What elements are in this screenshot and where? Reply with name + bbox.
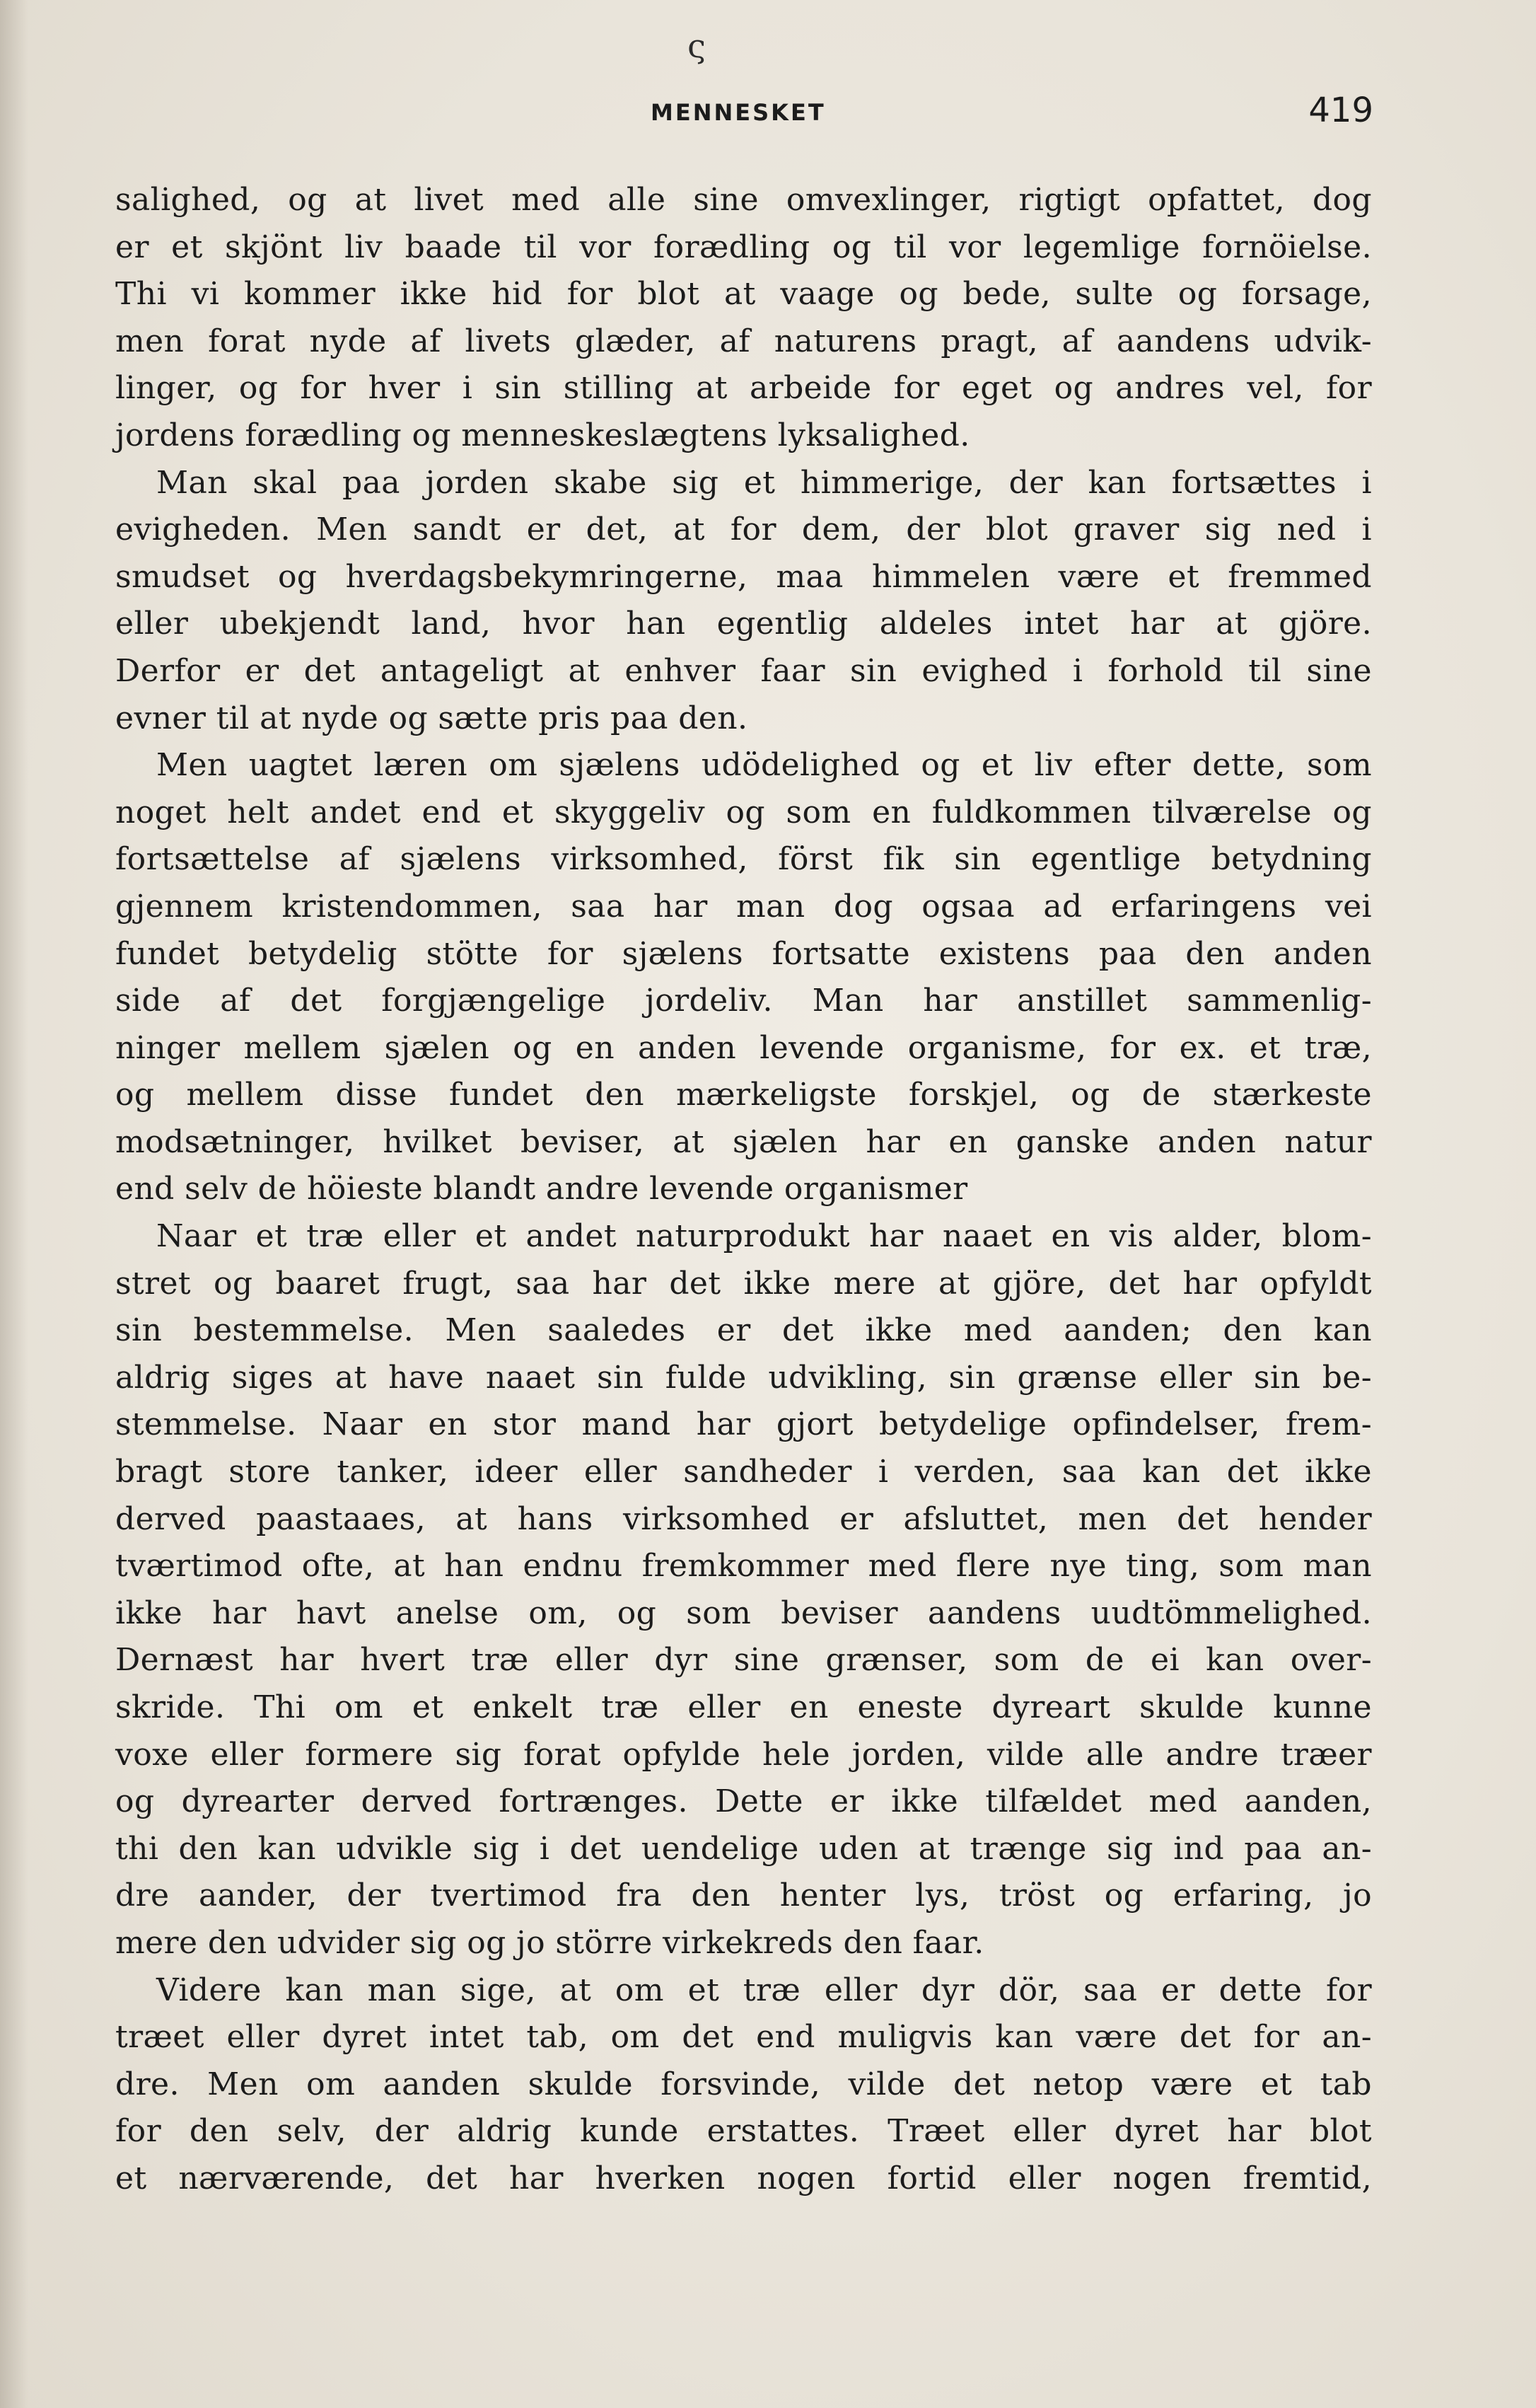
text-line: fortsættelse af sjælens virksomhed, först fik sin egentlige betydning: [115, 841, 1372, 878]
text-line: skride. Thi om et enkelt træ eller en eneste dyreart skulde kunne: [115, 1689, 1372, 1725]
text-line: smudset og hverdagsbekymringerne, maa himmelen være et fremmed: [115, 558, 1372, 595]
page-number: 419: [1308, 91, 1373, 130]
text-line: og dyrearter derved fortrænges. Dette er ikke tilfældet med aanden,: [115, 1783, 1372, 1820]
text-line: aldrig siges at have naaet sin fulde udvikling, sin grænse eller sin be-: [115, 1359, 1372, 1396]
text-line: Man skal paa jorden skabe sig et himmerige, der kan fortsættes i: [156, 464, 1372, 501]
text-line: evner til at nyde og sætte pris paa den.: [115, 700, 748, 736]
body-text: [115, 177, 1372, 2203]
text-line: Thi vi kommer ikke hid for blot at vaage og bede, sulte og forsage,: [115, 276, 1372, 313]
gutter-shadow: [0, 0, 28, 2408]
text-line: sin bestemmelse. Men saaledes er det ikke med aanden; den kan: [115, 1312, 1372, 1349]
text-line: Naar et træ eller et andet naturprodukt har naaet en vis alder, blom-: [156, 1218, 1372, 1255]
text-line: bragt store tanker, ideer eller sandheder i verden, saa kan det ikke: [115, 1454, 1372, 1490]
text-line: tværtimod ofte, at han endnu fremkommer med flere nye ting, som man: [115, 1548, 1372, 1585]
text-line: stret og baaret frugt, saa har det ikke mere at gjöre, det har opfyldt: [115, 1265, 1372, 1302]
text-line: noget helt andet end et skyggeliv og som en fuldkommen tilværelse og: [115, 794, 1372, 830]
text-line: thi den kan udvikle sig i det uendelige uden at trænge sig ind paa an-: [115, 1830, 1372, 1867]
text-line: ninger mellem sjælen og en anden levende organisme, for ex. et træ,: [115, 1029, 1372, 1066]
printer-mark: ς: [687, 27, 706, 65]
text-line: evigheden. Men sandt er det, at for dem, der blot graver sig ned i: [115, 511, 1372, 548]
text-line: et nærværende, det har hverken nogen fortid eller nogen fremtid,: [115, 2160, 1372, 2196]
text-line: for den selv, der aldrig kunde erstattes. Træet eller dyret har blot: [115, 2113, 1372, 2150]
text-line: modsætninger, hvilket beviser, at sjælen har en ganske anden natur: [115, 1123, 1372, 1160]
running-head: MENNESKET: [651, 99, 826, 126]
text-line: dre aander, der tvertimod fra den henter lys, tröst og erfaring, jo: [115, 1877, 1372, 1914]
text-line: stemmelse. Naar en stor mand har gjort betydelige opfindelser, frem-: [115, 1406, 1372, 1443]
text-line: træet eller dyret intet tab, om det end muligvis kan være det for an-: [115, 2019, 1372, 2056]
text-line: men forat nyde af livets glæder, af naturens pragt, af aandens udvik-: [115, 323, 1372, 359]
text-line: voxe eller formere sig forat opfylde hele jorden, vilde alle andre træer: [115, 1736, 1372, 1773]
text-line: jordens forædling og menneskeslægtens lyksalighed.: [115, 417, 970, 453]
text-line: fundet betydelig stötte for sjælens fortsatte existens paa den anden: [115, 935, 1372, 972]
text-line: salighed, og at livet med alle sine omvexlinger, rigtigt opfattet, dog: [115, 182, 1372, 218]
text-line: Videre kan man sige, at om et træ eller dyr dör, saa er dette for: [156, 1972, 1372, 2008]
text-line: linger, og for hver i sin stilling at arbeide for eget og andres vel, for: [115, 370, 1372, 407]
text-line: derved paastaaes, at hans virksomhed er afsluttet, men det hender: [115, 1500, 1372, 1537]
text-line: mere den udvider sig og jo större virkekreds den faar.: [115, 1924, 984, 1961]
text-line: Derfor er det antageligt at enhver faar sin evighed i forhold til sine: [115, 652, 1372, 689]
text-line: gjennem kristendommen, saa har man dog ogsaa ad erfaringens vei: [115, 888, 1372, 925]
text-line: er et skjönt liv baade til vor forædling og til vor legemlige fornöielse.: [115, 228, 1372, 265]
text-line: og mellem disse fundet den mærkeligste forskjel, og de stærkeste: [115, 1077, 1372, 1113]
text-line: end selv de höieste blandt andre levende organismer: [115, 1171, 968, 1208]
text-line: eller ubekjendt land, hvor han egentlig aldeles intet har at gjöre.: [115, 606, 1372, 642]
text-line: Dernæst har hvert træ eller dyr sine grænser, som de ei kan over-: [115, 1642, 1372, 1679]
text-line: ikke har havt anelse om, og som beviser aandens uudtömmelighed.: [115, 1594, 1372, 1631]
text-line: Men uagtet læren om sjælens udödelighed og et liv efter dette, som: [156, 747, 1372, 784]
text-line: side af det forgjængelige jordeliv. Man har anstillet sammenlig-: [115, 983, 1372, 1019]
text-line: dre. Men om aanden skulde forsvinde, vilde det netop være et tab: [115, 2066, 1372, 2102]
